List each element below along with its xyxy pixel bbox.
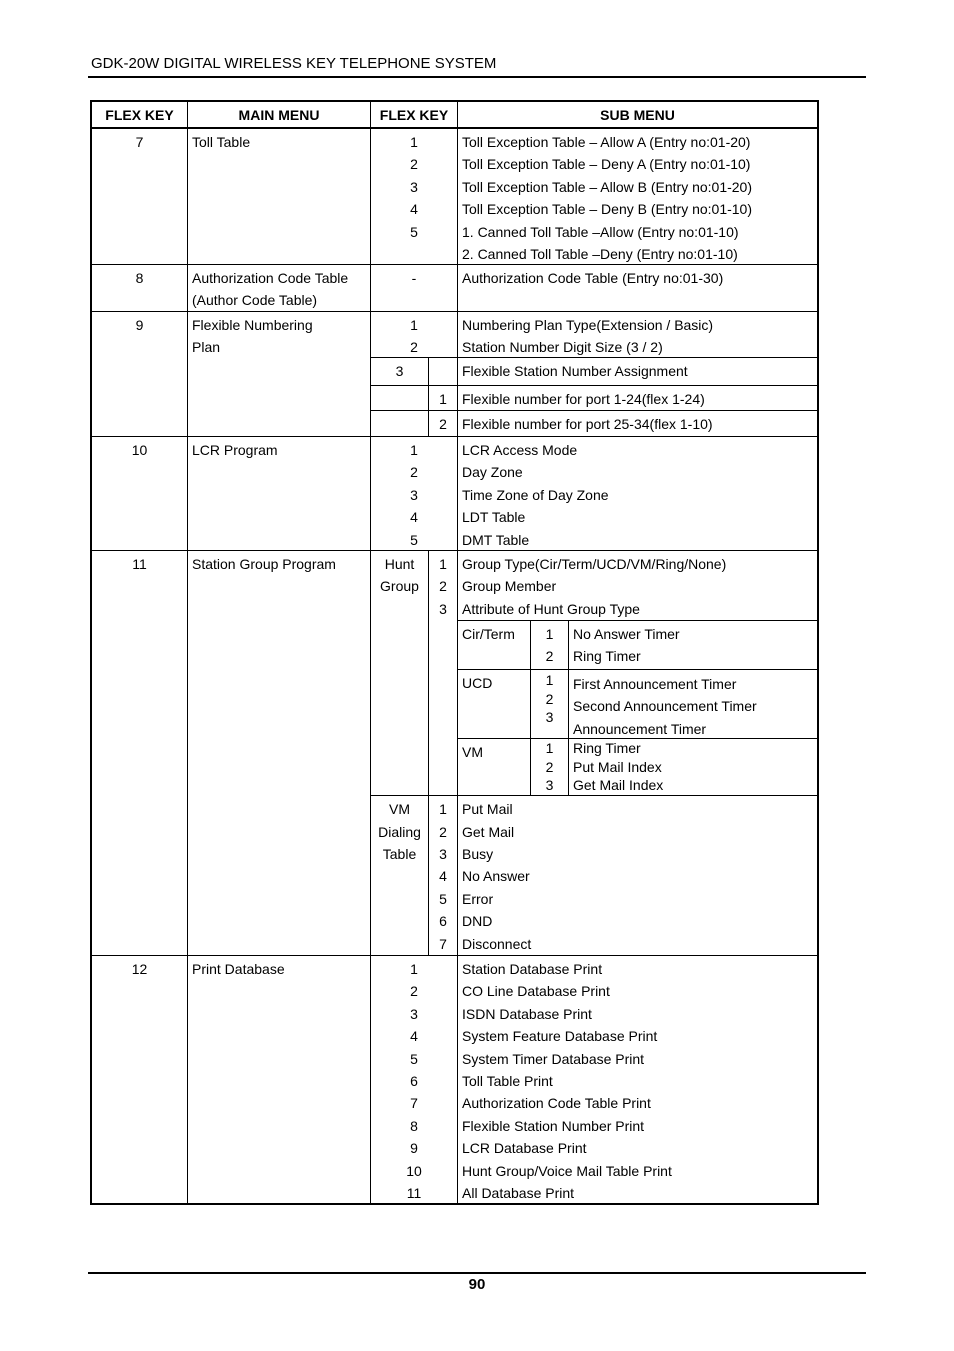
sub-menu-item: Hunt Group/Voice Mail Table Print xyxy=(462,1162,672,1179)
sub-menu-item: 2. Canned Toll Table –Deny (Entry no:01-10) xyxy=(462,246,738,263)
sub-key-number: 7 xyxy=(439,935,447,952)
sub-menu-item: Group Type(Cir/Term/UCD/VM/Ring/None) xyxy=(462,556,727,572)
sub-menu-item: LDT Table xyxy=(462,509,526,526)
sub-key-number: 5 xyxy=(410,531,418,548)
sub-menu-item: All Database Print xyxy=(462,1185,575,1202)
sub-menu-list xyxy=(569,670,817,738)
sub-key-number: 3 xyxy=(545,709,554,725)
sub-key-number: 2 xyxy=(428,411,458,436)
sub-menu-split xyxy=(371,312,817,436)
table-header-row xyxy=(92,102,817,129)
empty-cell xyxy=(371,386,428,411)
sub-menu-item: Attribute of Hunt Group Type xyxy=(462,600,640,617)
sub-key-number: 11 xyxy=(406,1185,422,1202)
vm-dialing-label-line: Table xyxy=(382,845,417,862)
sub-key-number: 4 xyxy=(410,509,418,526)
hunt-group-label-line: Group xyxy=(380,578,419,595)
sub-row-flex-port-2 xyxy=(371,411,817,436)
sub-key-number: 7 xyxy=(410,1095,418,1112)
sub-key-number: 2 xyxy=(545,690,554,707)
sub-menu-item: Toll Exception Table – Allow A (Entry no:01-20) xyxy=(462,134,751,150)
sub-key-number: 1 xyxy=(410,317,418,333)
sub-key-number: 1 xyxy=(439,801,447,818)
sub-key-number: 2 xyxy=(410,983,418,1000)
ucd-block xyxy=(458,670,817,739)
sub-menu-list xyxy=(458,956,817,1203)
sub-key-number: 1 xyxy=(545,740,554,756)
sub-menu-item: System Feature Database Print xyxy=(462,1028,658,1045)
main-menu-line: Flexible Numbering xyxy=(192,317,313,333)
sub-menu-item: CO Line Database Print xyxy=(462,983,610,1000)
sub-key-list xyxy=(531,670,569,738)
sub-menu-item: Announcement Timer xyxy=(573,720,707,737)
vm-block xyxy=(458,739,817,795)
hunt-group-label-line: Hunt xyxy=(384,556,415,572)
sub-key-number: 2 xyxy=(410,464,418,481)
flex-key-cell: 7 xyxy=(92,129,188,264)
sub-menu-item: 1. Canned Toll Table –Allow (Entry no:01-10) xyxy=(462,223,739,240)
main-menu-cell: Print Database xyxy=(188,956,371,1203)
group-type-label: Cir/Term xyxy=(458,621,531,669)
sub-key-list xyxy=(371,129,458,264)
sub-menu-list xyxy=(569,739,817,795)
main-menu-cell xyxy=(188,265,371,311)
sub-menu-item: Get Mail xyxy=(462,823,515,840)
sub-row-basic xyxy=(371,312,817,358)
sub-menu-item: Error xyxy=(462,890,494,907)
vm-dialing-block xyxy=(371,796,817,955)
sub-key-number: - xyxy=(371,265,458,311)
sub-key-number: 1 xyxy=(545,626,554,642)
table-row-11 xyxy=(92,551,817,956)
vm-dialing-label-line: Dialing xyxy=(378,823,421,840)
table-row-7 xyxy=(92,129,817,265)
sub-key-number: 4 xyxy=(410,201,418,218)
sub-key-list xyxy=(371,312,458,357)
cir-term-block xyxy=(458,621,817,670)
sub-menu-item: No Answer Timer xyxy=(573,626,680,642)
sub-key-list xyxy=(371,956,458,1203)
vm-dialing-label xyxy=(371,796,428,955)
sub-menu-item: LCR Access Mode xyxy=(462,442,578,458)
sub-menu-item: Ring Timer xyxy=(573,740,641,756)
sub-key-number: 5 xyxy=(439,890,447,907)
sub-key-number: 1 xyxy=(439,556,447,572)
sub-key-number: 8 xyxy=(410,1117,418,1134)
sub-menu-item: Second Announcement Timer xyxy=(573,698,757,715)
sub-row-flex-port-1 xyxy=(371,386,817,412)
table-row-8 xyxy=(92,265,817,312)
sub-menu-item: Flexible number for port 25-34(flex 1-10) xyxy=(462,416,713,433)
sub-menu-item: Get Mail Index xyxy=(573,777,664,793)
sub-menu-item: Put Mail Index xyxy=(573,758,662,775)
sub-key-number: 1 xyxy=(410,961,418,977)
sub-menu-item: Group Member xyxy=(462,578,557,595)
main-menu-line: Plan xyxy=(192,339,221,356)
station-group-split xyxy=(371,551,817,955)
sub-menu-item: Flexible Station Number Print xyxy=(462,1117,645,1134)
empty-cell xyxy=(371,411,428,436)
sub-key-number: 1 xyxy=(410,134,418,150)
main-menu-line: (Author Code Table) xyxy=(192,292,318,309)
sub-menu-item: First Announcement Timer xyxy=(573,676,737,692)
main-menu-cell: Station Group Program xyxy=(188,551,371,955)
sub-menu-list xyxy=(458,129,817,264)
sub-menu-item: Flexible Station Number Assignment xyxy=(462,363,688,379)
sub-row-flexible-assignment xyxy=(371,358,817,386)
sub-menu-item: Authorization Code Table (Entry no:01-30) xyxy=(462,270,724,286)
sub-menu-item: No Answer xyxy=(462,868,530,885)
group-type-label: UCD xyxy=(458,670,531,738)
sub-menu-list xyxy=(458,312,817,357)
sub-menu-item: Time Zone of Day Zone xyxy=(462,486,609,503)
main-menu-cell: LCR Program xyxy=(188,437,371,550)
sub-menu-item: Station Database Print xyxy=(462,961,603,977)
table-row-10 xyxy=(92,437,817,551)
empty-cell xyxy=(428,358,458,385)
header-main-menu: MAIN MENU xyxy=(188,102,371,127)
sub-menu-item: Numbering Plan Type(Extension / Basic) xyxy=(462,317,714,333)
flex-key-cell: 12 xyxy=(92,956,188,1203)
sub-key-number: 5 xyxy=(410,223,418,240)
sub-menu-item: ISDN Database Print xyxy=(462,1005,592,1022)
sub-key-number: 3 xyxy=(545,777,554,793)
sub-key-number: 9 xyxy=(410,1140,418,1157)
vm-dialing-label-line: VM xyxy=(389,801,410,818)
sub-key-number: 2 xyxy=(545,648,554,665)
sub-key-number: 6 xyxy=(439,913,447,930)
sub-menu-item: Toll Table Print xyxy=(462,1073,553,1090)
sub-key-list xyxy=(531,621,569,669)
header-flex-key: FLEX KEY xyxy=(92,102,188,127)
sub-key-number: 5 xyxy=(410,1050,418,1067)
footer-rule xyxy=(88,1272,866,1274)
sub-menu-item: Authorization Code Table Print xyxy=(462,1095,651,1112)
sub-key-number: 3 xyxy=(410,1005,418,1022)
sub-key-number: 4 xyxy=(410,1028,418,1045)
sub-key-number: 3 xyxy=(439,600,447,617)
document-header-title: GDK-20W DIGITAL WIRELESS KEY TELEPHONE SYSTEM xyxy=(91,55,497,72)
sub-key-number: 3 xyxy=(395,363,404,379)
sub-key-number: 6 xyxy=(410,1073,418,1090)
table-row-9 xyxy=(92,312,817,437)
sub-menu-item: Put Mail xyxy=(462,801,513,818)
main-menu-cell xyxy=(188,312,371,436)
sub-menu-item: Toll Exception Table – Allow B (Entry no:01-20) xyxy=(462,178,753,195)
flex-key-cell: 10 xyxy=(92,437,188,550)
flex-key-cell: 8 xyxy=(92,265,188,311)
sub-key-number: 1 xyxy=(410,442,418,458)
sub-key-number: 1 xyxy=(428,386,458,411)
sub-menu-item: LCR Database Print xyxy=(462,1140,587,1157)
page-number: 90 xyxy=(468,1276,486,1293)
sub-menu-item: System Timer Database Print xyxy=(462,1050,645,1067)
sub-key-number: 2 xyxy=(439,578,447,595)
sub-key-number: 2 xyxy=(410,156,418,173)
sub-key-number: 3 xyxy=(439,845,447,862)
header-flex-key-2: FLEX KEY xyxy=(371,102,458,127)
sub-key-number: 3 xyxy=(410,178,418,195)
sub-menu-item: Disconnect xyxy=(462,935,532,952)
hunt-group-block xyxy=(371,551,817,796)
flex-key-cell: 11 xyxy=(92,551,188,955)
main-menu-line: Authorization Code Table xyxy=(192,270,349,286)
hunt-sub-area xyxy=(458,551,817,795)
sub-key-list xyxy=(428,551,458,795)
table-row-12 xyxy=(92,956,817,1203)
sub-menu-list xyxy=(458,796,817,955)
sub-menu-item: Toll Exception Table – Deny A (Entry no:01-10) xyxy=(462,156,751,173)
sub-menu-item: Busy xyxy=(462,845,494,862)
sub-key-number: 2 xyxy=(545,758,554,775)
sub-key-number: 2 xyxy=(410,339,418,356)
sub-key-number: 1 xyxy=(545,672,554,688)
sub-menu-item: Flexible number for port 1-24(flex 1-24) xyxy=(462,390,705,407)
header-sub-menu: SUB MENU xyxy=(600,106,675,123)
sub-menu-list xyxy=(458,437,817,550)
sub-menu-item: DMT Table xyxy=(462,531,530,548)
header-rule xyxy=(88,76,866,78)
sub-key-number xyxy=(371,243,457,265)
main-menu-cell: Toll Table xyxy=(188,129,371,264)
hunt-group-label xyxy=(371,551,428,795)
flex-key-cell: 9 xyxy=(92,312,188,436)
sub-key-number: 10 xyxy=(406,1162,422,1179)
flex-key-menu-table xyxy=(90,100,819,1205)
sub-key-number: 2 xyxy=(439,823,447,840)
sub-menu-item: Day Zone xyxy=(462,464,523,481)
sub-menu-item: Ring Timer xyxy=(573,648,641,665)
sub-menu-list xyxy=(458,551,817,621)
sub-key-list xyxy=(371,437,458,550)
group-type-label: VM xyxy=(458,739,531,795)
sub-menu-item: Station Number Digit Size (3 / 2) xyxy=(462,339,663,356)
sub-menu-item: Toll Exception Table – Deny B (Entry no:01-10) xyxy=(462,201,753,218)
sub-menu-item: DND xyxy=(462,913,493,930)
sub-key-number: 4 xyxy=(439,868,447,885)
sub-key-list xyxy=(428,796,458,955)
sub-menu-list xyxy=(569,621,817,669)
sub-key-list xyxy=(531,739,569,795)
sub-key-number: 3 xyxy=(410,486,418,503)
